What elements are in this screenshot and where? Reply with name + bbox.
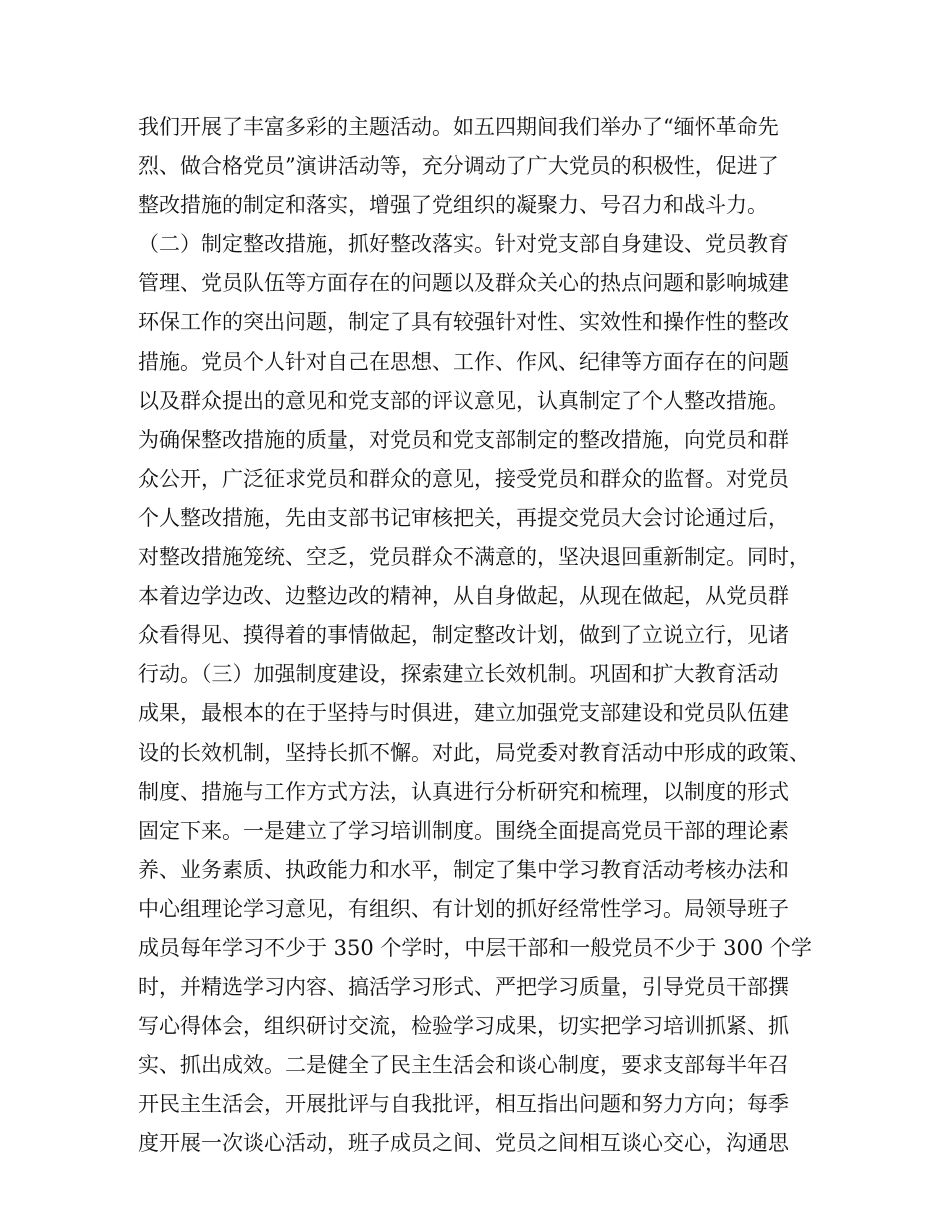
body-text (138, 108, 828, 1164)
text-line: 固定下来。一是建立了学习培训制度。围绕全面提高党员干部的理论素 (138, 818, 789, 843)
text-line: 本着边学边改、边整边改的精神，从自身做起，从现在做起，从党员群 (138, 584, 789, 609)
text-line: 我们开展了丰富多彩的主题活动。如五四期间我们举办了“缅怀革命先 (138, 115, 779, 139)
text-line: 众看得见、摸得着的事情做起，制定整改计划，做到了立说立行，见诸 (138, 623, 789, 648)
text-line: 实、抓出成效。二是健全了民主生活会和谈心制度，要求支部每半年召 (138, 1053, 789, 1078)
text-line: 中心组理论学习意见，有组织、有计划的抓好经常性学习。局领导班子 (138, 896, 789, 921)
text-line: 制度、措施与工作方式方法，认真进行分析研究和梳理，以制度的形式 (138, 779, 789, 804)
text-line: 写心得体会，组织研讨交流，检验学习成果，切实把学习培训抓紧、抓 (138, 1014, 789, 1039)
text-line: 行动。（三）加强制度建设，探索建立长效机制。巩固和扩大教育活动 (138, 662, 779, 687)
text-line: 成果，最根本的在于坚持与时俱进，建立加强党支部建设和党员队伍建 (138, 701, 789, 726)
text-line: 设的长效机制，坚持长抓不懈。对此，局党委对教育活动中形成的政策、 (138, 740, 810, 765)
text-line: 开民主生活会，开展批评与自我批评，相互指出问题和努力方向；每季 (138, 1092, 789, 1117)
text-line: 烈、做合格党员”演讲活动等，充分调动了广大党员的积极性，促进了 (138, 154, 779, 179)
text-line: 整改措施的制定和落实，增强了党组织的凝聚力、号召力和战斗力。 (138, 193, 768, 218)
text-line: 成员每年学习不少于 350 个学时，中层干部和一般党员不少于 300 个学 (138, 935, 812, 960)
text-line: 个人整改措施，先由支部书记审核把关，再提交党员大会讨论通过后， (138, 505, 789, 530)
text-line: 为确保整改措施的质量，对党员和党支部制定的整改措施，向党员和群 (138, 427, 789, 452)
text-line: 以及群众提出的意见和党支部的评议意见，认真制定了个人整改措施。 (138, 388, 789, 413)
text-line: 管理、党员队伍等方面存在的问题以及群众关心的热点问题和影响城建 (138, 271, 789, 296)
text-line: （二）制定整改措施，抓好整改落实。针对党支部自身建设、党员教育 (138, 232, 789, 257)
text-line: 环保工作的突出问题，制定了具有较强针对性、实效性和操作性的整改 (138, 310, 789, 335)
text-line: 众公开，广泛征求党员和群众的意见，接受党员和群众的监督。对党员 (138, 466, 789, 491)
text-line: 措施。党员个人针对自己在思想、工作、作风、纪律等方面存在的问题 (138, 349, 789, 374)
text-line: 养、业务素质、执政能力和水平，制定了集中学习教育活动考核办法和 (138, 857, 789, 882)
text-line: 度开展一次谈心活动，班子成员之间、党员之间相互谈心交心，沟通思 (138, 1131, 789, 1156)
text-line: 对整改措施笼统、空乏，党员群众不满意的，坚决退回重新制定。同时， (138, 545, 810, 570)
text-line: 时，并精选学习内容、搞活学习形式、严把学习质量，引导党员干部撰 (138, 975, 789, 1000)
